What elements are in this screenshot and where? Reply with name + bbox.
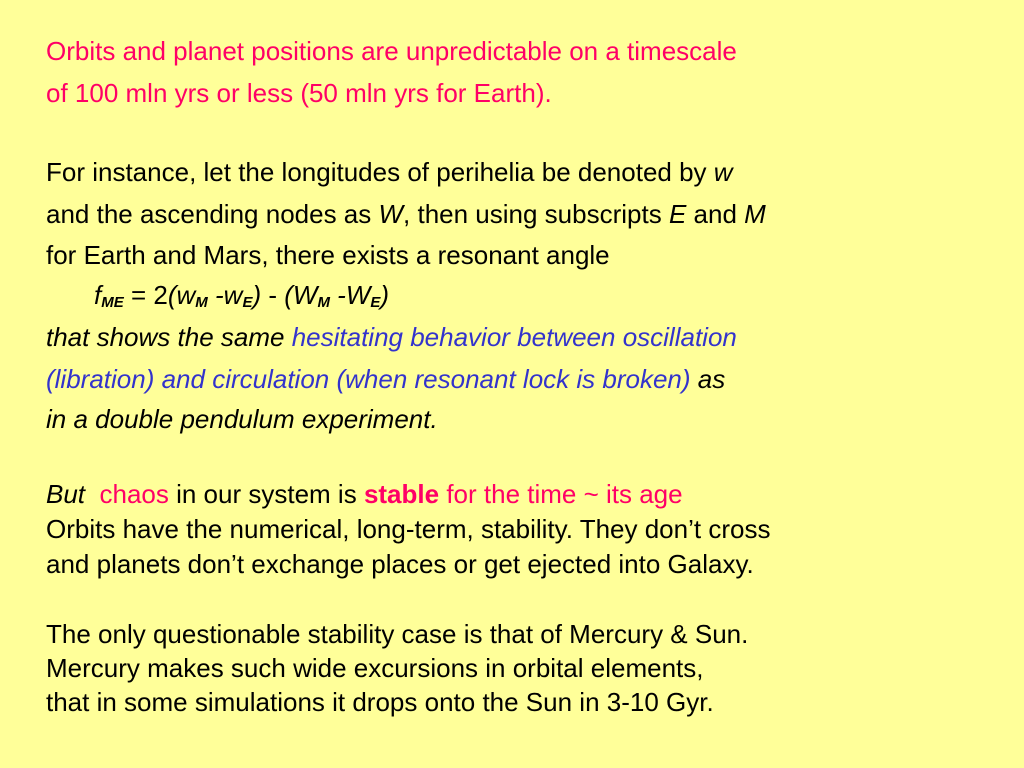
stability-line-2: Orbits have the numerical, long-term, stability. They don’t cross: [46, 514, 771, 544]
resonant-angle-formula: [94, 280, 389, 318]
formula-minus-W: -W: [329, 280, 371, 310]
var-W: W: [378, 199, 404, 229]
formula-sub-m2: M: [317, 294, 330, 311]
formula-sub-me: ME: [101, 294, 124, 311]
instance-text-b: , then using subscripts: [403, 199, 669, 229]
intro-line-2: of 100 mln yrs or less (50 mln yrs for Earth).: [46, 78, 552, 108]
formula-close-1: ): [252, 280, 262, 310]
formula-close-2: ): [380, 280, 390, 310]
formula-W-open: (W: [284, 280, 318, 310]
chaos-word: chaos: [99, 479, 169, 509]
mercury-line-2: Mercury makes such wide excursions in orbital elements,: [46, 653, 704, 683]
var-M: M: [744, 199, 766, 229]
instance-line-1: [46, 157, 733, 187]
formula-sub-e1: E: [242, 294, 253, 311]
formula-sub-e2: E: [370, 294, 381, 311]
var-E: E: [668, 199, 687, 229]
but-word: But: [46, 479, 86, 509]
behavior-text-as: as: [690, 364, 726, 394]
instance-line-2: [46, 199, 766, 229]
formula-sub-m1: M: [195, 294, 208, 311]
behavior-text-a: that shows the same: [46, 322, 292, 352]
formula-f: f: [94, 280, 102, 310]
formula-eq: = 2: [123, 280, 168, 310]
stability-line-1: [46, 479, 683, 509]
stability-end: for the time ~ its age: [439, 479, 683, 509]
stability-line-3: and planets don’t exchange places or get ejected into Galaxy.: [46, 549, 754, 579]
var-w: w: [713, 157, 733, 187]
intro-line-1: Orbits and planet positions are unpredictable on a timescale: [46, 36, 737, 66]
mercury-line-3: that in some simulations it drops onto the Sun in 3-10 Gyr.: [46, 687, 714, 717]
instance-line-3: for Earth and Mars, there exists a resonant angle: [46, 240, 610, 270]
behavior-line-3: in a double pendulum experiment.: [46, 404, 438, 434]
mercury-line-1: The only questionable stability case is that of Mercury & Sun.: [46, 619, 749, 649]
behavior-line-1: [46, 322, 737, 352]
stability-mid: in our system is: [168, 479, 364, 509]
instance-text-c: and: [686, 199, 745, 229]
stable-word: stable: [363, 479, 440, 509]
instance-text: For instance, let the longitudes of perihelia be denoted by: [46, 157, 714, 187]
formula-minus-w: -w: [207, 280, 243, 310]
behavior-line-2: [46, 364, 725, 394]
formula-w-open: (w: [167, 280, 196, 310]
behavior-highlight-2: (libration) and circulation (when resonant lock is broken): [46, 364, 691, 394]
instance-text-a: and the ascending nodes as: [46, 199, 379, 229]
formula-minus: -: [261, 280, 285, 310]
behavior-highlight-1: hesitating behavior between oscillation: [291, 322, 737, 352]
